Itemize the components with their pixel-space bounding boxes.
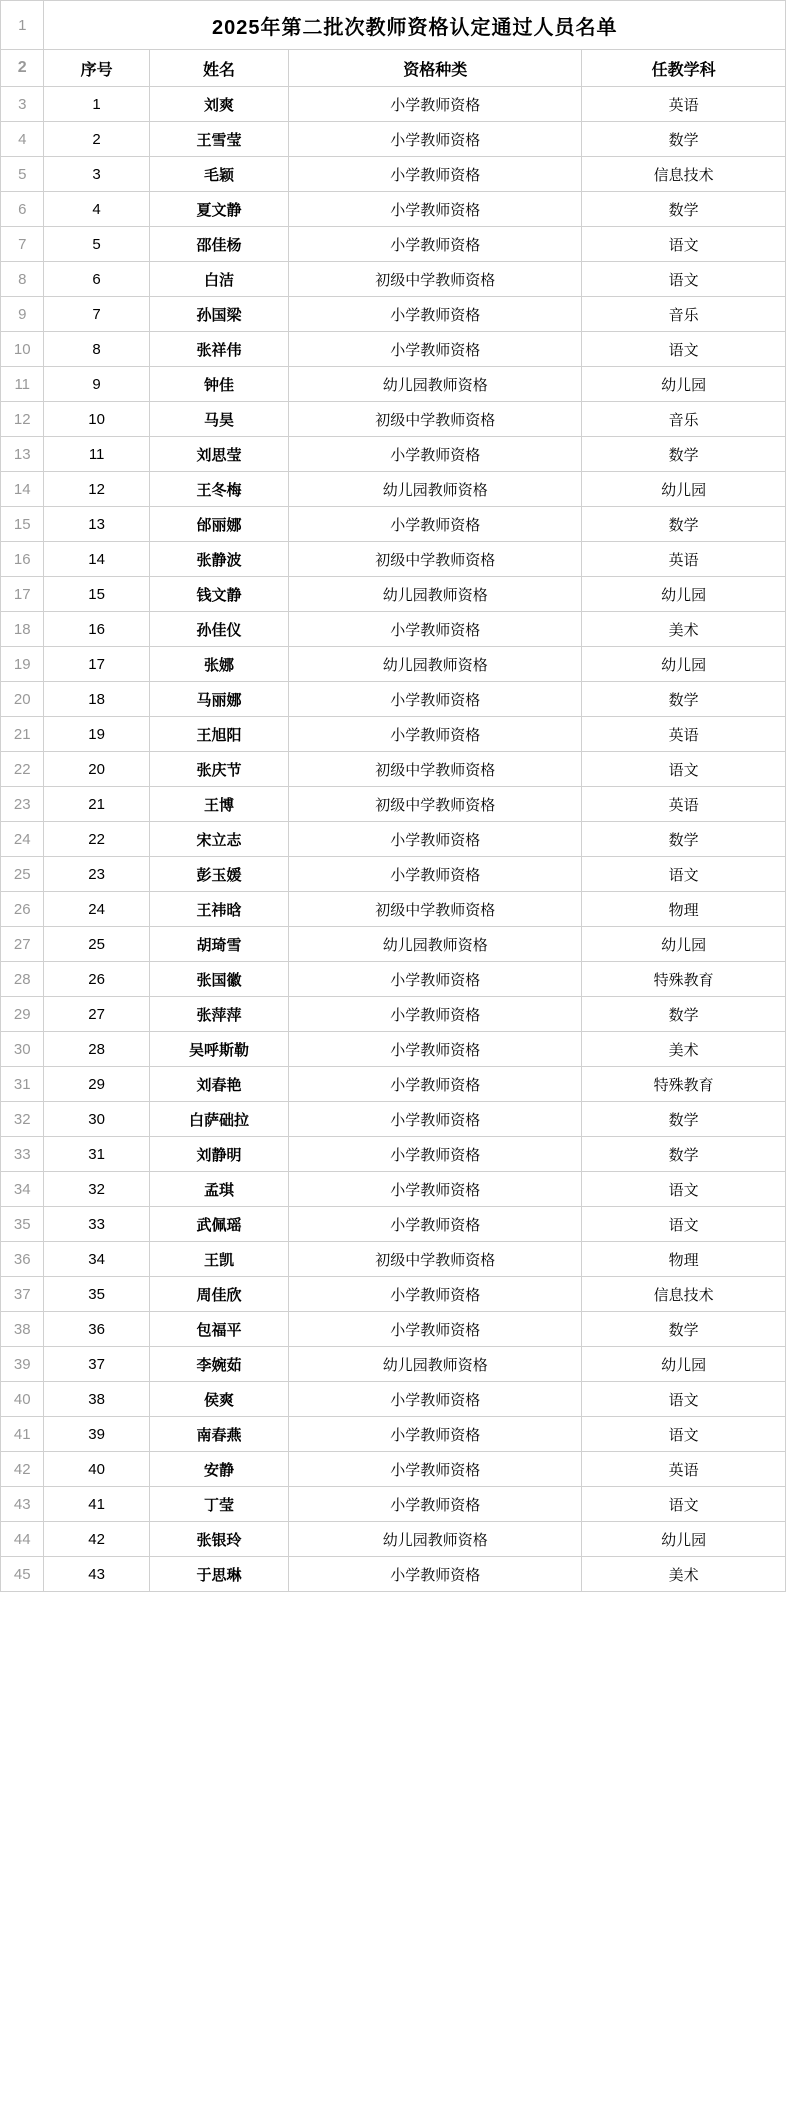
table-row bbox=[1, 1032, 786, 1067]
cell-index[interactable]: 29 bbox=[44, 1067, 149, 1102]
cell-name[interactable]: 张静波 bbox=[149, 542, 289, 577]
row-number[interactable]: 31 bbox=[1, 1067, 44, 1102]
cell-qualification-type[interactable]: 初级中学教师资格 bbox=[289, 892, 582, 927]
column-header-type: 资格种类 bbox=[289, 50, 582, 87]
cell-name[interactable]: 孙国梁 bbox=[149, 297, 289, 332]
table-row bbox=[1, 332, 786, 367]
title-row bbox=[1, 1, 786, 50]
cell-index[interactable]: 37 bbox=[44, 1347, 149, 1382]
cell-subject[interactable]: 数学 bbox=[582, 437, 786, 472]
table-row bbox=[1, 1242, 786, 1277]
table-body bbox=[1, 1, 786, 1592]
cell-qualification-type[interactable]: 小学教师资格 bbox=[289, 682, 582, 717]
cell-qualification-type[interactable]: 小学教师资格 bbox=[289, 1277, 582, 1312]
table-row bbox=[1, 1137, 786, 1172]
cell-subject[interactable]: 语文 bbox=[582, 1417, 786, 1452]
cell-name[interactable]: 张银玲 bbox=[149, 1522, 289, 1557]
table-row bbox=[1, 1417, 786, 1452]
row-number[interactable]: 15 bbox=[1, 507, 44, 542]
table-row bbox=[1, 1522, 786, 1557]
table-row bbox=[1, 367, 786, 402]
cell-index[interactable]: 42 bbox=[44, 1522, 149, 1557]
cell-name[interactable]: 白洁 bbox=[149, 262, 289, 297]
cell-name[interactable]: 李婉茹 bbox=[149, 1347, 289, 1382]
cell-index[interactable]: 1 bbox=[44, 87, 149, 122]
row-number[interactable]: 40 bbox=[1, 1382, 44, 1417]
cell-subject[interactable]: 数学 bbox=[582, 1137, 786, 1172]
cell-name[interactable]: 吴呼斯勒 bbox=[149, 1032, 289, 1067]
cell-subject[interactable]: 数学 bbox=[582, 682, 786, 717]
row-number[interactable]: 44 bbox=[1, 1522, 44, 1557]
cell-qualification-type[interactable]: 幼儿园教师资格 bbox=[289, 1522, 582, 1557]
cell-index[interactable]: 41 bbox=[44, 1487, 149, 1522]
cell-index[interactable]: 27 bbox=[44, 997, 149, 1032]
cell-name[interactable]: 王旭阳 bbox=[149, 717, 289, 752]
row-number[interactable]: 13 bbox=[1, 437, 44, 472]
cell-qualification-type[interactable]: 小学教师资格 bbox=[289, 612, 582, 647]
cell-qualification-type[interactable]: 初级中学教师资格 bbox=[289, 752, 582, 787]
table-row bbox=[1, 227, 786, 262]
row-number[interactable]: 18 bbox=[1, 612, 44, 647]
page-title: 2025年第二批次教师资格认定通过人员名单 bbox=[44, 1, 786, 50]
cell-subject[interactable]: 音乐 bbox=[582, 402, 786, 437]
cell-name[interactable]: 彭玉媛 bbox=[149, 857, 289, 892]
row-number[interactable]: 10 bbox=[1, 332, 44, 367]
row-number[interactable]: 29 bbox=[1, 997, 44, 1032]
column-header-subject: 任教学科 bbox=[582, 50, 786, 87]
table-row bbox=[1, 262, 786, 297]
cell-name[interactable]: 刘思莹 bbox=[149, 437, 289, 472]
table-row bbox=[1, 717, 786, 752]
cell-subject[interactable]: 幼儿园 bbox=[582, 1347, 786, 1382]
cell-index[interactable]: 5 bbox=[44, 227, 149, 262]
table-row bbox=[1, 857, 786, 892]
cell-qualification-type[interactable]: 小学教师资格 bbox=[289, 1067, 582, 1102]
cell-subject[interactable]: 特殊教育 bbox=[582, 1067, 786, 1102]
cell-name[interactable]: 王凯 bbox=[149, 1242, 289, 1277]
cell-index[interactable]: 35 bbox=[44, 1277, 149, 1312]
row-number[interactable]: 2 bbox=[1, 50, 44, 87]
cell-subject[interactable]: 语文 bbox=[582, 1382, 786, 1417]
cell-name[interactable]: 王雪莹 bbox=[149, 122, 289, 157]
row-number[interactable]: 20 bbox=[1, 682, 44, 717]
cell-name[interactable]: 于思琳 bbox=[149, 1557, 289, 1592]
table-row bbox=[1, 1277, 786, 1312]
cell-qualification-type[interactable]: 初级中学教师资格 bbox=[289, 787, 582, 822]
cell-index[interactable]: 11 bbox=[44, 437, 149, 472]
row-number[interactable]: 37 bbox=[1, 1277, 44, 1312]
row-number[interactable]: 28 bbox=[1, 962, 44, 997]
cell-index[interactable]: 36 bbox=[44, 1312, 149, 1347]
table-row bbox=[1, 192, 786, 227]
row-number[interactable]: 26 bbox=[1, 892, 44, 927]
cell-qualification-type[interactable]: 小学教师资格 bbox=[289, 1487, 582, 1522]
cell-name[interactable]: 包福平 bbox=[149, 1312, 289, 1347]
cell-qualification-type[interactable]: 小学教师资格 bbox=[289, 87, 582, 122]
cell-qualification-type[interactable]: 初级中学教师资格 bbox=[289, 262, 582, 297]
cell-subject[interactable]: 语文 bbox=[582, 227, 786, 262]
row-number[interactable]: 24 bbox=[1, 822, 44, 857]
cell-index[interactable]: 31 bbox=[44, 1137, 149, 1172]
row-number[interactable]: 23 bbox=[1, 787, 44, 822]
cell-name[interactable]: 张萍萍 bbox=[149, 997, 289, 1032]
cell-name[interactable]: 王祎晗 bbox=[149, 892, 289, 927]
row-number[interactable]: 34 bbox=[1, 1172, 44, 1207]
cell-index[interactable]: 28 bbox=[44, 1032, 149, 1067]
cell-name[interactable]: 武佩瑶 bbox=[149, 1207, 289, 1242]
cell-subject[interactable]: 信息技术 bbox=[582, 157, 786, 192]
cell-qualification-type[interactable]: 小学教师资格 bbox=[289, 997, 582, 1032]
cell-subject[interactable]: 数学 bbox=[582, 997, 786, 1032]
cell-name[interactable]: 安静 bbox=[149, 1452, 289, 1487]
cell-index[interactable]: 19 bbox=[44, 717, 149, 752]
cell-index[interactable]: 20 bbox=[44, 752, 149, 787]
cell-subject[interactable]: 美术 bbox=[582, 612, 786, 647]
cell-subject[interactable]: 音乐 bbox=[582, 297, 786, 332]
row-number[interactable]: 27 bbox=[1, 927, 44, 962]
table-row bbox=[1, 157, 786, 192]
table-row bbox=[1, 997, 786, 1032]
cell-qualification-type[interactable]: 幼儿园教师资格 bbox=[289, 367, 582, 402]
cell-qualification-type[interactable]: 小学教师资格 bbox=[289, 1312, 582, 1347]
cell-qualification-type[interactable]: 小学教师资格 bbox=[289, 297, 582, 332]
cell-qualification-type[interactable]: 小学教师资格 bbox=[289, 1382, 582, 1417]
cell-name[interactable]: 侯爽 bbox=[149, 1382, 289, 1417]
table-row bbox=[1, 1347, 786, 1382]
cell-qualification-type[interactable]: 小学教师资格 bbox=[289, 1207, 582, 1242]
cell-qualification-type[interactable]: 小学教师资格 bbox=[289, 822, 582, 857]
row-number[interactable]: 9 bbox=[1, 297, 44, 332]
table-row bbox=[1, 927, 786, 962]
row-number[interactable]: 32 bbox=[1, 1102, 44, 1137]
row-number[interactable]: 42 bbox=[1, 1452, 44, 1487]
cell-qualification-type[interactable]: 小学教师资格 bbox=[289, 157, 582, 192]
cell-name[interactable]: 胡琦雪 bbox=[149, 927, 289, 962]
cell-qualification-type[interactable]: 初级中学教师资格 bbox=[289, 1242, 582, 1277]
cell-name[interactable]: 王冬梅 bbox=[149, 472, 289, 507]
cell-qualification-type[interactable]: 小学教师资格 bbox=[289, 332, 582, 367]
cell-index[interactable]: 10 bbox=[44, 402, 149, 437]
row-number[interactable]: 14 bbox=[1, 472, 44, 507]
cell-subject[interactable]: 英语 bbox=[582, 1452, 786, 1487]
cell-name[interactable]: 王博 bbox=[149, 787, 289, 822]
cell-index[interactable]: 23 bbox=[44, 857, 149, 892]
table-row bbox=[1, 472, 786, 507]
row-number[interactable]: 38 bbox=[1, 1312, 44, 1347]
cell-index[interactable]: 40 bbox=[44, 1452, 149, 1487]
cell-subject[interactable]: 语文 bbox=[582, 1487, 786, 1522]
row-number[interactable]: 12 bbox=[1, 402, 44, 437]
cell-index[interactable]: 16 bbox=[44, 612, 149, 647]
cell-name[interactable]: 丁莹 bbox=[149, 1487, 289, 1522]
cell-name[interactable]: 马昊 bbox=[149, 402, 289, 437]
cell-name[interactable]: 张祥伟 bbox=[149, 332, 289, 367]
cell-qualification-type[interactable]: 小学教师资格 bbox=[289, 1557, 582, 1592]
table-row bbox=[1, 682, 786, 717]
cell-index[interactable]: 12 bbox=[44, 472, 149, 507]
cell-index[interactable]: 15 bbox=[44, 577, 149, 612]
cell-qualification-type[interactable]: 幼儿园教师资格 bbox=[289, 647, 582, 682]
cell-name[interactable]: 张庆节 bbox=[149, 752, 289, 787]
row-number[interactable]: 21 bbox=[1, 717, 44, 752]
table-row bbox=[1, 577, 786, 612]
cell-subject[interactable]: 语文 bbox=[582, 332, 786, 367]
cell-name[interactable]: 邰丽娜 bbox=[149, 507, 289, 542]
cell-subject[interactable]: 幼儿园 bbox=[582, 647, 786, 682]
row-number[interactable]: 45 bbox=[1, 1557, 44, 1592]
row-number[interactable]: 8 bbox=[1, 262, 44, 297]
cell-qualification-type[interactable]: 初级中学教师资格 bbox=[289, 402, 582, 437]
cell-index[interactable]: 14 bbox=[44, 542, 149, 577]
cell-subject[interactable]: 数学 bbox=[582, 192, 786, 227]
cell-qualification-type[interactable]: 小学教师资格 bbox=[289, 1032, 582, 1067]
row-number[interactable]: 41 bbox=[1, 1417, 44, 1452]
table-row bbox=[1, 1172, 786, 1207]
table-row bbox=[1, 507, 786, 542]
cell-subject[interactable]: 英语 bbox=[582, 787, 786, 822]
table-row bbox=[1, 542, 786, 577]
cell-subject[interactable]: 数学 bbox=[582, 1102, 786, 1137]
cell-index[interactable]: 24 bbox=[44, 892, 149, 927]
row-number[interactable]: 25 bbox=[1, 857, 44, 892]
table-row bbox=[1, 402, 786, 437]
row-number[interactable]: 1 bbox=[1, 1, 44, 50]
table-row bbox=[1, 1312, 786, 1347]
row-number[interactable]: 6 bbox=[1, 192, 44, 227]
cell-subject[interactable]: 美术 bbox=[582, 1032, 786, 1067]
cell-index[interactable]: 33 bbox=[44, 1207, 149, 1242]
row-number[interactable]: 39 bbox=[1, 1347, 44, 1382]
cell-name[interactable]: 钱文静 bbox=[149, 577, 289, 612]
cell-index[interactable]: 39 bbox=[44, 1417, 149, 1452]
cell-index[interactable]: 3 bbox=[44, 157, 149, 192]
cell-qualification-type[interactable]: 小学教师资格 bbox=[289, 122, 582, 157]
cell-name[interactable]: 马丽娜 bbox=[149, 682, 289, 717]
cell-subject[interactable]: 数学 bbox=[582, 507, 786, 542]
cell-subject[interactable]: 语文 bbox=[582, 1172, 786, 1207]
cell-name[interactable]: 刘静明 bbox=[149, 1137, 289, 1172]
table-row bbox=[1, 822, 786, 857]
cell-name[interactable]: 南春燕 bbox=[149, 1417, 289, 1452]
table-row bbox=[1, 787, 786, 822]
cell-name[interactable]: 张国徽 bbox=[149, 962, 289, 997]
table-row bbox=[1, 297, 786, 332]
table-row bbox=[1, 87, 786, 122]
table-row bbox=[1, 647, 786, 682]
cell-index[interactable]: 26 bbox=[44, 962, 149, 997]
cell-index[interactable]: 22 bbox=[44, 822, 149, 857]
cell-qualification-type[interactable]: 幼儿园教师资格 bbox=[289, 1347, 582, 1382]
cell-index[interactable]: 38 bbox=[44, 1382, 149, 1417]
cell-qualification-type[interactable]: 小学教师资格 bbox=[289, 507, 582, 542]
cell-subject[interactable]: 幼儿园 bbox=[582, 927, 786, 962]
row-number[interactable]: 7 bbox=[1, 227, 44, 262]
cell-subject[interactable]: 幼儿园 bbox=[582, 367, 786, 402]
cell-index[interactable]: 18 bbox=[44, 682, 149, 717]
cell-qualification-type[interactable]: 小学教师资格 bbox=[289, 1172, 582, 1207]
cell-name[interactable]: 毛颖 bbox=[149, 157, 289, 192]
row-number[interactable]: 22 bbox=[1, 752, 44, 787]
cell-subject[interactable]: 英语 bbox=[582, 87, 786, 122]
table-row bbox=[1, 1102, 786, 1137]
cell-index[interactable]: 34 bbox=[44, 1242, 149, 1277]
cell-name[interactable]: 宋立志 bbox=[149, 822, 289, 857]
cell-subject[interactable]: 幼儿园 bbox=[582, 472, 786, 507]
table-row bbox=[1, 1557, 786, 1592]
cell-subject[interactable]: 美术 bbox=[582, 1557, 786, 1592]
cell-name[interactable]: 钟佳 bbox=[149, 367, 289, 402]
cell-qualification-type[interactable]: 幼儿园教师资格 bbox=[289, 472, 582, 507]
cell-index[interactable]: 43 bbox=[44, 1557, 149, 1592]
cell-name[interactable]: 夏文静 bbox=[149, 192, 289, 227]
table-row bbox=[1, 437, 786, 472]
row-number[interactable]: 33 bbox=[1, 1137, 44, 1172]
cell-name[interactable]: 孙佳仪 bbox=[149, 612, 289, 647]
column-header-index: 序号 bbox=[44, 50, 149, 87]
cell-subject[interactable]: 数学 bbox=[582, 822, 786, 857]
cell-qualification-type[interactable]: 小学教师资格 bbox=[289, 192, 582, 227]
cell-index[interactable]: 32 bbox=[44, 1172, 149, 1207]
row-number[interactable]: 19 bbox=[1, 647, 44, 682]
cell-qualification-type[interactable]: 小学教师资格 bbox=[289, 1102, 582, 1137]
table-row bbox=[1, 1207, 786, 1242]
row-number[interactable]: 43 bbox=[1, 1487, 44, 1522]
column-header-row bbox=[1, 50, 786, 87]
row-number[interactable]: 30 bbox=[1, 1032, 44, 1067]
table-row bbox=[1, 1487, 786, 1522]
cell-qualification-type[interactable]: 幼儿园教师资格 bbox=[289, 577, 582, 612]
cell-name[interactable]: 刘爽 bbox=[149, 87, 289, 122]
row-number[interactable]: 5 bbox=[1, 157, 44, 192]
cell-qualification-type[interactable]: 小学教师资格 bbox=[289, 437, 582, 472]
cell-qualification-type[interactable]: 小学教师资格 bbox=[289, 227, 582, 262]
cell-index[interactable]: 30 bbox=[44, 1102, 149, 1137]
cell-subject[interactable]: 特殊教育 bbox=[582, 962, 786, 997]
table-row bbox=[1, 122, 786, 157]
cell-subject[interactable]: 物理 bbox=[582, 1242, 786, 1277]
cell-subject[interactable]: 幼儿园 bbox=[582, 577, 786, 612]
row-number[interactable]: 36 bbox=[1, 1242, 44, 1277]
table-row bbox=[1, 1452, 786, 1487]
row-number[interactable]: 16 bbox=[1, 542, 44, 577]
cell-index[interactable]: 4 bbox=[44, 192, 149, 227]
cell-subject[interactable]: 语文 bbox=[582, 752, 786, 787]
cell-name[interactable]: 邵佳杨 bbox=[149, 227, 289, 262]
table-row bbox=[1, 1382, 786, 1417]
cell-qualification-type[interactable]: 小学教师资格 bbox=[289, 1452, 582, 1487]
cell-subject[interactable]: 英语 bbox=[582, 717, 786, 752]
table-row bbox=[1, 612, 786, 647]
row-number[interactable]: 17 bbox=[1, 577, 44, 612]
cell-index[interactable]: 21 bbox=[44, 787, 149, 822]
cell-subject[interactable]: 语文 bbox=[582, 262, 786, 297]
cell-qualification-type[interactable]: 小学教师资格 bbox=[289, 962, 582, 997]
cell-name[interactable]: 张娜 bbox=[149, 647, 289, 682]
table-row bbox=[1, 1067, 786, 1102]
cell-name[interactable]: 孟琪 bbox=[149, 1172, 289, 1207]
cell-subject[interactable]: 英语 bbox=[582, 542, 786, 577]
cell-subject[interactable]: 数学 bbox=[582, 1312, 786, 1347]
table-row bbox=[1, 752, 786, 787]
cell-qualification-type[interactable]: 幼儿园教师资格 bbox=[289, 927, 582, 962]
cell-name[interactable]: 周佳欣 bbox=[149, 1277, 289, 1312]
cell-qualification-type[interactable]: 小学教师资格 bbox=[289, 857, 582, 892]
cell-index[interactable]: 17 bbox=[44, 647, 149, 682]
cell-name[interactable]: 白萨础拉 bbox=[149, 1102, 289, 1137]
cell-subject[interactable]: 语文 bbox=[582, 857, 786, 892]
cell-subject[interactable]: 物理 bbox=[582, 892, 786, 927]
column-header-name: 姓名 bbox=[149, 50, 289, 87]
cell-subject[interactable]: 数学 bbox=[582, 122, 786, 157]
cell-index[interactable]: 8 bbox=[44, 332, 149, 367]
cell-index[interactable]: 25 bbox=[44, 927, 149, 962]
table-row bbox=[1, 962, 786, 997]
cell-name[interactable]: 刘春艳 bbox=[149, 1067, 289, 1102]
row-number[interactable]: 11 bbox=[1, 367, 44, 402]
table-row bbox=[1, 892, 786, 927]
cell-qualification-type[interactable]: 初级中学教师资格 bbox=[289, 542, 582, 577]
row-number[interactable]: 35 bbox=[1, 1207, 44, 1242]
row-number[interactable]: 3 bbox=[1, 87, 44, 122]
cell-index[interactable]: 9 bbox=[44, 367, 149, 402]
cell-index[interactable]: 7 bbox=[44, 297, 149, 332]
cell-index[interactable]: 2 bbox=[44, 122, 149, 157]
row-number[interactable]: 4 bbox=[1, 122, 44, 157]
cell-qualification-type[interactable]: 小学教师资格 bbox=[289, 1417, 582, 1452]
cell-subject[interactable]: 语文 bbox=[582, 1207, 786, 1242]
cell-qualification-type[interactable]: 小学教师资格 bbox=[289, 717, 582, 752]
cell-index[interactable]: 6 bbox=[44, 262, 149, 297]
cell-subject[interactable]: 幼儿园 bbox=[582, 1522, 786, 1557]
cell-index[interactable]: 13 bbox=[44, 507, 149, 542]
cell-qualification-type[interactable]: 小学教师资格 bbox=[289, 1137, 582, 1172]
cell-subject[interactable]: 信息技术 bbox=[582, 1277, 786, 1312]
